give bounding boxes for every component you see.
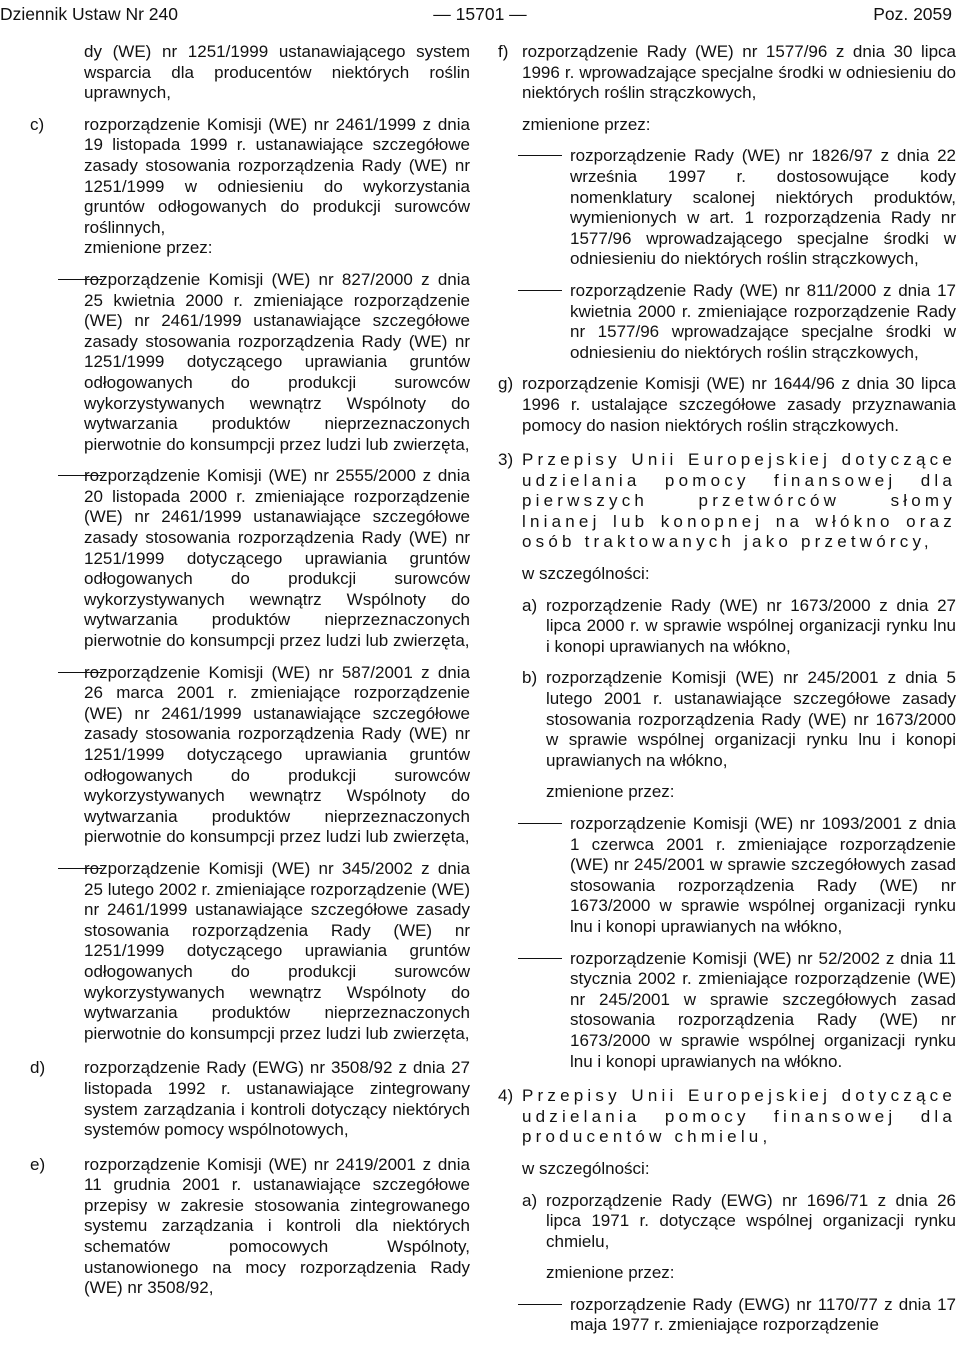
item-text: rozporządzenie Rady (EWG) nr 3508/92 z dnia 27 listopada 1992 r. ustanawiające zintegrowany system zarządzania i kontroli dotyczący niektórych systemów pomocy wspólnotowych,: [84, 1058, 470, 1140]
amendment-item: [30, 859, 470, 1044]
amendment-text: rozporządzenie Rady (EWG) nr 1170/77 z dnia 17 maja 1977 r. zmieniające rozporządzenie: [570, 1294, 956, 1335]
item-text: rozporządzenie Rady (WE) nr 1673/2000 z dnia 27 lipca 2000 r. w sprawie wspólnej organizacji rynku lnu i konopi uprawianych na włókno,: [546, 595, 956, 656]
list-item-f: [498, 42, 956, 104]
list-item-b: [498, 668, 956, 771]
amendment-item: [498, 146, 956, 270]
right-column: [498, 42, 956, 1336]
item-marker: a): [522, 1190, 538, 1210]
item-text: rozporządzenie Komisji (WE) nr 245/2001 z dnia 5 lutego 2001 r. ustanawiające szczegółowe zasady stosowania rozporządzenia Rady (WE) nr 1673/2000 w sprawie wspólnej organizacji rynku lnu i konopi uprawianych na włókno,: [546, 668, 956, 770]
item-text: rozporządzenie Komisji (WE) nr 1644/96 z dnia 30 lipca 1996 r. ustalające szczegółowe zasady przyznawania pomocy do nasion niektórych roślin strączkowych.: [522, 374, 956, 435]
amendment-item: [498, 1295, 956, 1336]
amendment-item: [30, 466, 470, 651]
dash-marker: [518, 146, 562, 167]
list-item-g: [498, 374, 956, 436]
dash-marker: [518, 814, 562, 835]
item-marker: c): [30, 114, 45, 134]
dash-marker: [58, 663, 102, 684]
item-marker: e): [30, 1154, 46, 1174]
item-marker: d): [30, 1058, 46, 1078]
amendment-item: [30, 270, 470, 455]
left-column: [30, 42, 470, 1299]
dash-marker: [58, 466, 102, 487]
amended-label: zmienione przez:: [84, 238, 213, 258]
amendment-item: [498, 814, 956, 938]
dash-marker: [518, 1295, 562, 1316]
item-marker: b): [522, 668, 538, 688]
journal-title: Dziennik Ustaw Nr 240: [0, 4, 178, 24]
point-marker: 3): [498, 450, 514, 470]
page-number: — 15701 —: [433, 4, 527, 24]
position-number: Poz. 2059: [873, 4, 952, 24]
amendment-item: [498, 281, 956, 363]
amendment-text: rozporządzenie Komisji (WE) nr 827/2000 z dnia 25 kwietnia 2000 r. zmieniające rozporządzenie (WE) nr 2461/1999 ustanawiające szczegółowe zasady stosowania rozporządzenia Rady (WE) nr 1251/1999 dotyczącego uprawiania gruntów odłogowanych do produkcji surowców wykorzystywanych wewnątrz Wspólnoty do wytwarzania produktów nieprzeznaczonych pierwotnie do konsumpcji przez ludzi lub zwierzęta,: [84, 269, 470, 454]
page-header: [0, 0, 960, 30]
dash-marker: [518, 949, 562, 970]
in-particular-label: w szczególności:: [522, 1158, 650, 1178]
amendment-text: rozporządzenie Komisji (WE) nr 1093/2001 z dnia 1 czerwca 2001 r. zmieniające rozporządzenie (WE) nr 245/2001 w sprawie szczegółowych zasad stosowania rozporządzenia Rady (WE) nr 1673/2000 w sprawie wspólnej organizacji rynku lnu i konopi uprawianych na włókno,: [570, 814, 956, 936]
continuation-text: dy (WE) nr 1251/1999 ustanawiającego system wsparcia dla producentów niektórych roślin uprawnych,: [84, 42, 470, 103]
item-marker: a): [522, 595, 538, 615]
in-particular-label: w szczególności:: [522, 564, 650, 584]
item-text: rozporządzenie Komisji (WE) nr 2419/2001 z dnia 11 grudnia 2001 r. ustanawiające szczegółowe przepisy w zakresie stosowania zintegrowanego systemu zarządzania i kontroli dla niektórych schematów pomocowych Wspólnoty, ustanowionego na mocy rozporządzenia Rady (WE) nr 3508/92,: [84, 1154, 470, 1298]
amended-label: zmienione przez:: [546, 1263, 675, 1283]
amendment-text: rozporządzenie Rady (WE) nr 811/2000 z dnia 17 kwietnia 2000 r. zmieniające rozporządzenie Rady nr 1577/96 wprowadzające specjalne środki w odniesieniu do niektórych roślin strączkowych,: [570, 280, 956, 362]
amendment-text: rozporządzenie Komisji (WE) nr 2555/2000 z dnia 20 listopada 2000 r. zmieniające rozporządzenie (WE) nr 2461/1999 ustanawiające szczegółowe zasady stosowania rozporządzenia Rady (WE) nr 1251/1999 dotyczącego uprawiania gruntów odłogowanych do produkcji surowców wykorzystywanych wewnątrz Wspólnoty do wytwarzania produktów nieprzeznaczonych pierwotnie do konsumpcji przez ludzi lub zwierzęta,: [84, 466, 470, 651]
list-item-a: [498, 596, 956, 658]
point-heading: Przepisy Unii Europejskiej dotyczące udzielania pomocy finansowej dla pierwszych przetwórców słomy lnianej lub konopnej na włókno oraz osób traktowanych jako przetwórcy,: [522, 450, 956, 552]
amendment-text: rozporządzenie Komisji (WE) nr 52/2002 z dnia 11 stycznia 2002 r. zmieniające rozporządzenie (WE) nr 245/2001 w sprawie szczegółowych zasad stosowania rozporządzenia Rady (WE) nr 1673/2000 w sprawie wspólnej organizacji rynku lnu i konopi uprawianych na włókno.: [570, 948, 956, 1071]
point-4: [498, 1086, 956, 1148]
point-3: [498, 450, 956, 553]
item-text: rozporządzenie Komisji (WE) nr 2461/1999 z dnia 19 listopada 1999 r. ustanawiające szczegółowe zasady stosowania rozporządzenia Rady (WE) nr 1251/1999 w odniesieniu do wykorzystania gruntów odłogowanych do produkcji surowców roślinnych,: [84, 114, 470, 237]
list-item-d: [30, 1058, 470, 1140]
item-text: rozporządzenie Rady (EWG) nr 1696/71 z dnia 26 lipca 1971 r. dotyczące wspólnej organizacji rynku chmielu,: [546, 1190, 956, 1251]
point-heading: Przepisy Unii Europejskiej dotyczące udzielania pomocy finansowej dla producentów chmielu,: [522, 1086, 956, 1147]
amendment-item: [498, 949, 956, 1073]
dash-marker: [58, 859, 102, 880]
item-marker: g): [498, 374, 514, 394]
dash-marker: [58, 270, 102, 291]
item-text: rozporządzenie Rady (WE) nr 1577/96 z dnia 30 lipca 1996 r. wprowadzające specjalne środki w odniesieniu do niektórych roślin strączkowych,: [522, 42, 956, 103]
list-item-c: [30, 115, 470, 239]
amendment-text: rozporządzenie Rady (WE) nr 1826/97 z dnia 22 września 1997 r. dostosowujące kody nomenklatury scalonej niektórych produktów, wymienionych w art. 1 rozporządzenia Rady nr 1577/96 wprowadzającego specjalne środki w odniesieniu do niektórych roślin strączkowych,: [570, 146, 956, 269]
amended-label: zmienione przez:: [546, 782, 675, 802]
amended-label: zmienione przez:: [522, 114, 651, 134]
list-item-e: [30, 1154, 470, 1299]
item-marker: f): [498, 42, 509, 61]
amendment-text: rozporządzenie Komisji (WE) nr 345/2002 z dnia 25 lutego 2002 r. zmieniające rozporządzenie (WE) nr 2461/1999 ustanawiające szczegółowe zasady stosowania rozporządzenia Rady (WE) nr 1251/1999 dotyczącego uprawiania gruntów odłogowanych do produkcji surowców wykorzystywanych wewnątrz Wspólnoty do wytwarzania produktów nieprzeznaczonych pierwotnie do konsumpcji przez ludzi lub zwierzęta,: [84, 858, 470, 1043]
point-marker: 4): [498, 1086, 514, 1106]
amendment-text: rozporządzenie Komisji (WE) nr 587/2001 z dnia 26 marca 2001 r. zmieniające rozporządzenie (WE) nr 2461/1999 ustanawiające szczegółowe zasady stosowania rozporządzenia Rady (WE) nr 1251/1999 dotyczącego uprawiania gruntów odłogowanych do produkcji surowców wykorzystywanych wewnątrz Wspólnoty do wytwarzania produktów nieprzeznaczonych pierwotnie do konsumpcji przez ludzi lub zwierzęta,: [84, 662, 470, 847]
dash-marker: [518, 281, 562, 302]
list-item-a: [498, 1191, 956, 1253]
amendment-item: [30, 663, 470, 848]
